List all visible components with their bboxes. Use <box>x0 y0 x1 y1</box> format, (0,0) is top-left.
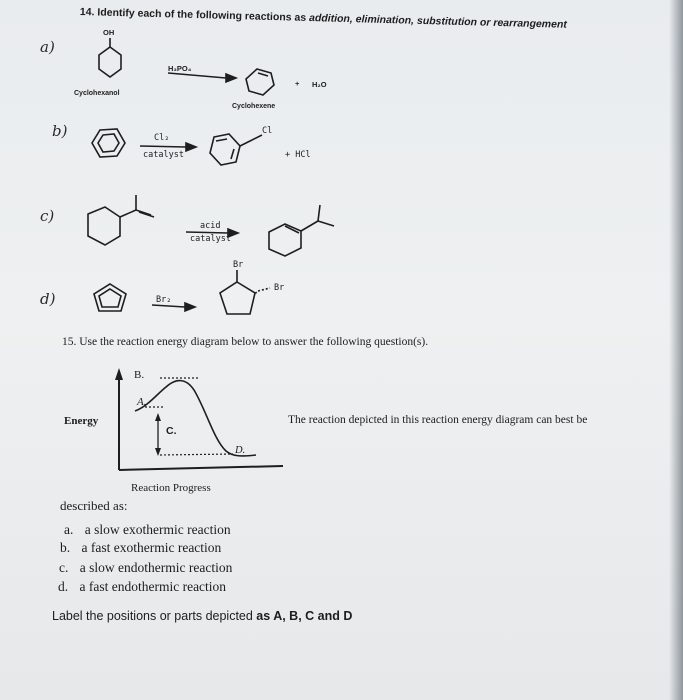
option-letter: b. <box>60 540 71 555</box>
bromo-top-label: Br <box>233 260 244 270</box>
instruction-emphasis: as A, B, C and D <box>256 609 353 623</box>
part-a-label: a) <box>40 38 55 56</box>
point-d-label: D. <box>235 445 246 456</box>
option-text: a slow exothermic reaction <box>84 522 231 537</box>
energy-axis-label: Energy <box>64 415 99 427</box>
part-b-label: b) <box>52 122 68 140</box>
chlorobenzene-structure <box>210 134 262 165</box>
point-a-label: A. <box>137 396 147 408</box>
point-c-label: C. <box>166 425 177 437</box>
question-stem-line2: described as: <box>60 498 128 513</box>
water-label: H₂O <box>312 80 327 89</box>
benzene-structure <box>92 129 125 157</box>
delta-e-arrowhead-up <box>155 413 161 421</box>
catalyst-label-c: catalyst <box>190 234 231 244</box>
option-b[interactable] <box>60 540 221 556</box>
page-edge-shadow <box>669 0 683 700</box>
hcl-byproduct-label: + HCl <box>285 150 311 160</box>
arrowhead-a <box>226 74 236 82</box>
question-15-title: 15. Use the reaction energy diagram below to answer the following question(s). <box>62 336 429 348</box>
hydroxyl-label: OH <box>103 28 115 37</box>
instruction-prefix: Label the positions or parts depicted <box>52 609 257 623</box>
arrowhead-d <box>185 303 195 311</box>
arrowhead-b <box>186 143 196 151</box>
option-letter: c. <box>59 560 69 575</box>
catalyst-label-b: catalyst <box>143 150 184 160</box>
option-a[interactable] <box>64 522 231 538</box>
q14-title-emphasis: addition, elimination, substitution or rearrangement <box>308 12 568 31</box>
energy-diagram <box>115 368 283 470</box>
question-stem-line1: The reaction depicted in this reaction energy diagram can best be <box>288 414 588 426</box>
q14-title-prefix: 14. Identify each of the following reactions as <box>79 6 310 24</box>
cyclohexene-label: Cyclohexene <box>232 103 276 110</box>
progress-axis <box>119 466 283 470</box>
alkene-reactant-structure <box>88 195 154 245</box>
plus-sign-a: + <box>295 79 300 88</box>
arrow-a <box>168 73 226 78</box>
phosphoric-acid-label: H₃PO₄ <box>168 64 192 73</box>
point-b-label: B. <box>134 369 145 381</box>
dibromocyclopentane-structure <box>220 270 270 314</box>
chloro-substituent-label: Cl <box>262 126 273 136</box>
cyclohexene-structure <box>246 69 274 95</box>
part-c-label: c) <box>40 207 55 225</box>
chlorine-reagent-label: Cl₂ <box>154 133 170 143</box>
product-level-line <box>160 454 233 455</box>
option-text: a fast exothermic reaction <box>81 540 222 555</box>
arrow-b <box>140 146 186 147</box>
option-text: a fast endothermic reaction <box>79 579 227 594</box>
option-c[interactable] <box>59 560 232 576</box>
option-text: a slow endothermic reaction <box>79 560 233 575</box>
cyclohexanol-label: Cyclohexanol <box>74 90 120 97</box>
arrow-c <box>186 232 228 233</box>
option-d[interactable] <box>58 579 226 595</box>
bromo-side-label: Br <box>274 283 285 293</box>
arrow-d <box>152 305 185 307</box>
cyclopentene-structure <box>94 284 126 311</box>
progress-axis-label: Reaction Progress <box>131 482 211 494</box>
option-letter: d. <box>58 579 69 594</box>
label-positions-instruction <box>52 609 352 623</box>
alkene-product-structure <box>269 205 334 256</box>
cyclohexanol-structure <box>99 38 121 77</box>
energy-axis-arrowhead <box>115 368 123 380</box>
option-letter: a. <box>64 522 74 537</box>
bromine-reagent-label: Br₂ <box>156 295 172 305</box>
acid-label: acid <box>200 221 221 231</box>
part-d-label: d) <box>40 290 56 308</box>
